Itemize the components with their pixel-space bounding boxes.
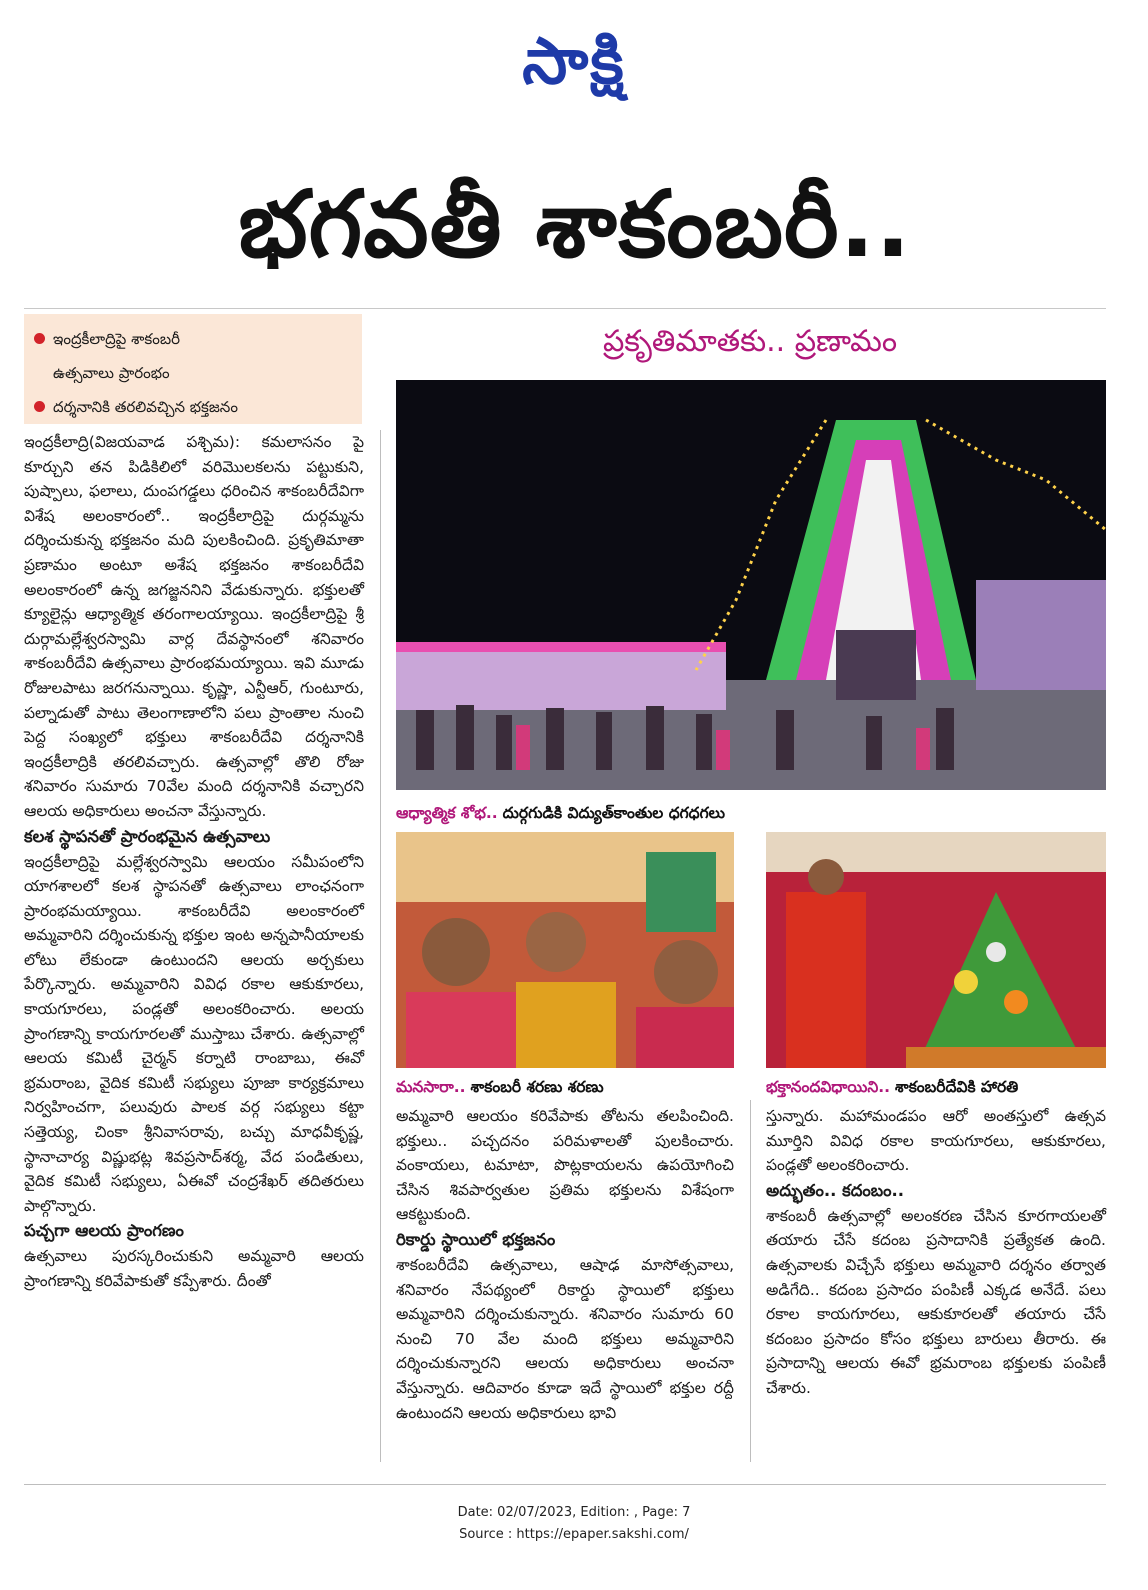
photo-caption (396, 800, 725, 826)
highlight-text: దర్శనానికి తరలివచ్చిన భక్తజనం (53, 398, 238, 416)
highlight-text: ఇంద్రకీలాద్రిపై శాకంబరీ (53, 330, 181, 348)
article-column-2 (396, 1104, 734, 1425)
highlights-box (24, 314, 362, 424)
article-paragraph: స్తున్నారు. మహామండపం ఆరో అంతస్తులో ఉత్సవ మూర్తిని వివిధ రకాల కాయగూరలు, ఆకుకూరలు, పండ్లతో అలంకరించారు. (766, 1107, 1106, 1175)
article-paragraph: శాకంబరీదేవి ఉత్సవాలు, ఆషాఢ మాసోత్సవాలు, శనివారం నేపథ్యంలో రికార్డు స్థాయిలో భక్తులు అమ్మవారిని దర్శించుకున్నారు. శనివారం సుమారు 60 నుంచి 70 వేల మంది భక్తులు అమ్మవారిని దర్శించుకున్నారని ఆలయ అధికారులు అంచనా వేస్తున్నారు. ఆదివారం కూడా ఇదే స్థాయిలో భక్తుల రద్దీ ఉంటుందని ఆలయ అధికారులు భావి (396, 1255, 734, 1422)
article-subheading: కలశ స్థాపనతో ప్రారంభమైన ఉత్సవాలు (24, 826, 271, 846)
bullet-icon (34, 401, 45, 412)
caption-text: శాకంబరీదేవికి హారతి (894, 1078, 1019, 1096)
photo-caption (766, 1074, 1018, 1100)
footer (0, 1502, 1148, 1546)
article-paragraph: ఇంద్రకీలాద్రి(విజయవాడ పశ్చిమ): కమలాసనం పై కూర్చుని తన పిడికిలిలో వరిమొలకలను పట్టుకుని, పుష్పాలు, ఫలాలు, దుంపగడ్డలు ధరించిన శాకంబరీదేవిగా విశేష అలంకారంలో.. ఇంద్రకీలాద్రిపై దుర్గమ్మను దర్శించుకున్న భక్తజనం మది పులకించింది. ప్రకృతిమాతా ప్రణామం అంటూ అశేష భక్తజనం శాకంబరీదేవి అలంకారంలో ఉన్న జగజ్జననిని వేడుకున్నారు. భక్తులతో క్యూలైన్లు ఆధ్యాత్మిక తరంగాలయ్యాయి. ఇంద్రకీలాద్రిపై శ్రీ దుర్గామల్లేశ్వరస్వామి వార్ల దేవస్థానంలో శనివారం శాకంబరీదేవి ఉత్సవాలు ప్రారంభమయ్యాయి. ఇవి మూడు రోజులపాటు జరగనున్నాయి. కృష్ణా, ఎన్టీఆర్, గుంటూరు, పల్నాడుతో పాటు తెలంగాణాలోని పలు ప్రాంతాల నుంచి పెద్ద సంఖ్యలో భక్తులు శాకంబరీదేవి దర్శనానికి ఇంద్రకీలాద్రికి తరలివచ్చారు. ఉత్సవాల్లో తొలి రోజు శనివారం సుమారు 70వేల మంది దర్శనానికి వచ్చారని ఆలయ అధికారులు అంచనా వేస్తున్నారు. (24, 433, 364, 820)
caption-lead: భక్తానందవిధాయిని.. (766, 1078, 890, 1096)
headline: భగవతీ శాకంబరీ.. (238, 171, 912, 278)
devotees-photo (396, 832, 734, 1068)
article-paragraph: ఇంద్రకీలాద్రిపై మల్లేశ్వరస్వామి ఆలయం సమీపంలోని యాగశాలలో కలశ స్థాపనతో ఉత్సవాలు లాంఛనంగా ప్రారంభమయ్యాయి. శాకంబరీదేవి అలంకారంలో అమ్మవారిని దర్శించుకున్న భక్తుల ఇంట అన్నపానీయాలకు లోటు లేకుండా ఉంటుందని ఆలయ అర్చకులు పేర్కొన్నారు. అమ్మవారిని వివిధ రకాల ఆకుకూరలు, కాయగూరలు, పండ్లతో అలంకరించారు. అలయ ప్రాంగణాన్ని కాయగూరలతో ముస్తాబు చేశారు. ఉత్సవాల్లో ఆలయ కమిటీ చైర్మన్ కర్నాటి రాంబాబు, ఈవో భ్రమరాంబ, వైదిక కమిటీ సభ్యులు పూజా కార్యక్రమాలు నిర్వహించగా, పలువురు పాలక వర్గ సభ్యులు కట్టా సత్తెయ్య, చింకా శ్రీనివాసరావు, బచ్చు మాధవీకృష్ణ, స్థానాచార్య విష్ణుభట్ల శివప్రసాద్‌శర్మ, వేద పండితులు, వైదిక కమిటీ సభ్యులు, ఏఈవో చంద్రశేఖర్ తదితరులు పాల్గొన్నారు. (24, 852, 364, 1215)
highlight-text: ఉత్సవాలు ప్రారంభం (53, 364, 170, 382)
article-paragraph: ఉత్సవాలు పురస్కరించుకుని అమ్మవారి ఆలయ ప్రాంగణాన్ని కరివేపాకుతో కప్పేశారు. దీంతో (24, 1247, 364, 1290)
article-subheading: రికార్డు స్థాయిలో భక్తజనం (396, 1229, 556, 1249)
article-paragraph: శాకంబరీ ఉత్సవాల్లో అలంకరణ చేసిన కూరగాయలతో తయారు చేసే కదంబ ప్రసాదానికి ప్రత్యేకత ఉంది. ఉత్సవాలకు విచ్చేసే భక్తులు అమ్మవారి దర్శనం తర్వాత అడిగేది.. కదంబ ప్రసాదం పంపిణీ ఎక్కడ అనేదే. పలు రకాల కాయగూరలు, ఆకుకూరలతో తయారు చేసే కదంబం ప్రసాదం కోసం భక్తులు బారులు తీరారు. ఈ ప్రసాదాన్ని ఆలయ ఈవో భ్రమరాంబ భక్తులకు పంపిణీ చేశారు. (766, 1206, 1106, 1397)
highlight-item (34, 322, 352, 356)
footer-source: Source : https://epaper.sakshi.com/ (459, 1527, 689, 1542)
divider (24, 308, 1106, 309)
caption-text: దుర్గగుడికి విద్యుత్‌కాంతుల ధగధగలు (502, 804, 726, 822)
column-divider (750, 1100, 751, 1462)
article-paragraph: అమ్మవారి ఆలయం కరివేపాకు తోటను తలపించింది. భక్తులు.. పచ్చదనం పరిమళాలతో పులకించారు. వంకాయలు, టమాటా, పొట్లకాయలను ఉపయోగించి చేసిన శివపార్వతుల ప్రతిమ భక్తులను విశేషంగా ఆకట్టుకుంది. (396, 1107, 734, 1224)
article-subheading: అద్భుతం.. కదంబం.. (766, 1180, 905, 1200)
article-column-1 (24, 430, 364, 1294)
temple-night-photo (396, 380, 1106, 790)
caption-lead: మనసారా.. (396, 1078, 466, 1096)
article-subheading: పచ్చగా ఆలయ ప్రాంగణం (24, 1221, 184, 1241)
highlight-item (34, 390, 352, 424)
footer-divider (24, 1484, 1106, 1485)
subheadline: ప్రకృతిమాతకు.. ప్రణామం (602, 324, 898, 359)
aarti-photo (766, 832, 1106, 1068)
bullet-icon (34, 333, 45, 344)
masthead-logo: సాక్షి (522, 25, 626, 99)
caption-text: శాకంబరీ శరణు శరణు (470, 1078, 604, 1096)
footer-date: Date: 02/07/2023, Edition: , Page: 7 (457, 1505, 691, 1520)
photo-caption (396, 1074, 604, 1100)
article-column-3 (766, 1104, 1106, 1401)
caption-lead: ఆధ్యాత్మిక శోభ.. (396, 804, 498, 822)
column-divider (380, 430, 381, 1462)
